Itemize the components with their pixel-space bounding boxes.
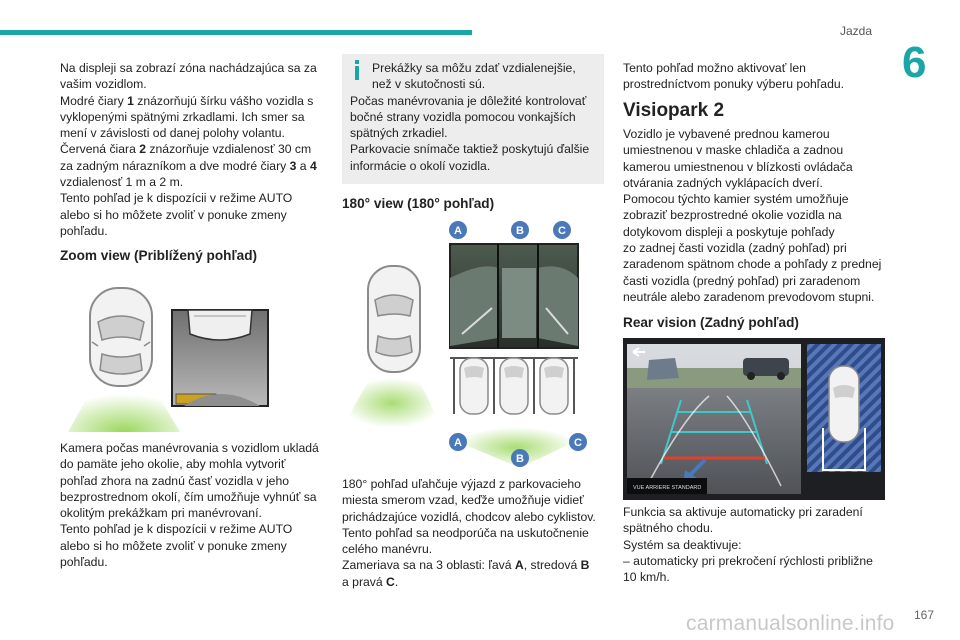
zoom-view-paragraph: Kamera počas manévrovania s vozidlom ukladá do pamäte jeho okolie, aby mohla vytvoriť pohľad zhora na zadnú časť vozidla v jeho bezprostrednom okolí, čím umožňuje vyhnúť sa okolitým prekážkam pri manévrovaní. Tento pohľad je k dispozícii v režime AUTO alebo si ho môžete zvoliť v ponuke zmeny pohľadu.	[60, 441, 319, 570]
rear-vision-heading: Rear vision (Zadný pohľad)	[623, 315, 799, 330]
svg-text:B: B	[516, 453, 524, 465]
car-top-icon	[368, 266, 420, 372]
section-title: Jazda	[840, 24, 873, 38]
page-number: 167	[914, 608, 935, 622]
view-180-paragraph: 180° pohľad uľahčuje výjazd z parkovacieho miesta smerom vzad, keďže umožňuje vidieť prichádzajúce vozidlá, chodcov alebo cyklistov. Tento pohľad sa neodporúča na uskutočnenie celého manévru. Zameriava sa na 3 oblasti: ľavá A, stredová B a pravá C.	[342, 477, 596, 589]
camera-screen-zoom	[172, 310, 268, 406]
badge-a-top	[449, 221, 467, 239]
info-icon	[348, 60, 366, 80]
screen-mode-label: VUE ARRIERE STANDARD	[633, 485, 702, 491]
badge-c-bottom	[569, 433, 587, 451]
svg-text:C: C	[558, 225, 566, 237]
badge-b-bottom	[511, 449, 529, 467]
visiopark-heading: Visiopark 2	[623, 100, 725, 121]
svg-text:A: A	[454, 225, 462, 237]
chapter-number: 6	[902, 38, 927, 87]
activation-paragraph: Tento pohľad možno aktivovať len prostredníctvom ponuky výberu pohľadu.	[623, 61, 845, 92]
svg-text:C: C	[574, 437, 582, 449]
rear-vision-paragraph: Funkcia sa aktivuje automaticky pri zaradení spätného chodu. Systém sa deaktivuje: – automaticky pri prekročení rýchlosti približne 10 km/h.	[623, 505, 873, 585]
svg-text:B: B	[516, 225, 524, 237]
zoom-view-heading: Zoom view (Priblížený pohľad)	[60, 248, 258, 263]
badge-c-top	[553, 221, 571, 239]
camera-screen-180	[450, 244, 578, 348]
badge-b-top	[511, 221, 529, 239]
view-180-heading: 180° view (180° pohľad)	[342, 196, 495, 211]
view-180-illustration	[342, 218, 604, 470]
svg-text:A: A	[454, 437, 462, 449]
zoom-view-illustration	[60, 282, 322, 434]
rear-vision-screen	[623, 338, 885, 500]
header-accent-bar	[0, 30, 472, 35]
info-note: Prekážky sa môžu zdať vzdialenejšie, než v skutočnosti sú. Počas manévrovania je dôležité kontrolovať bočné strany vozidla pomocou vonkajších spätných zrkadiel. Parkovacie snímače taktiež poskytujú ďalšie informácie o okolí vozidla.	[342, 54, 604, 184]
rear-view-paragraph: Na displeji sa zobrazí zóna nachádzajúca sa za vašim vozidlom. Modré čiary 1 znázorňujú šírku vášho vozidla s vyklopenými spätnými zrkadlami. Ich smer sa mení v závislosti od danej polohy volantu. Červená čiara 2 znázorňuje vzdialenosť 30 cm za zadným nárazníkom a dve modré čiary 3 a 4 vzdialenosť 1 m a 2 m. Tento pohľad je k dispozícii v režime AUTO alebo si ho môžete zvoliť v ponuke zmeny pohľadu.	[60, 61, 317, 238]
column-middle	[342, 54, 604, 184]
visiopark-paragraph: Vozidlo je vybavené prednou kamerou umiestnenou v maske chladiča a zadnou kamerou umiestnenou v blízkosti ovládača otvárania zadných vyklápacích dverí. Pomocou týchto kamier systém umožňuje zobraziť bezprostredné okolie vozidla na dotykovom displeji a poskytuje pohľady zo zadnej časti vozidla (zadný pohľad) pri zaradenom spätnom chode a pohľady z prednej časti vozidla (predný pohľad) pri zaradenom neutrále alebo zaradenom prevodovom stupni.	[623, 127, 882, 304]
car-top-icon	[829, 366, 859, 442]
car-top-icon	[90, 288, 152, 386]
parking-spaces	[450, 358, 578, 414]
badge-a-bottom	[449, 433, 467, 451]
column-left	[60, 60, 322, 239]
watermark: carmanualsonline.info	[686, 612, 895, 635]
